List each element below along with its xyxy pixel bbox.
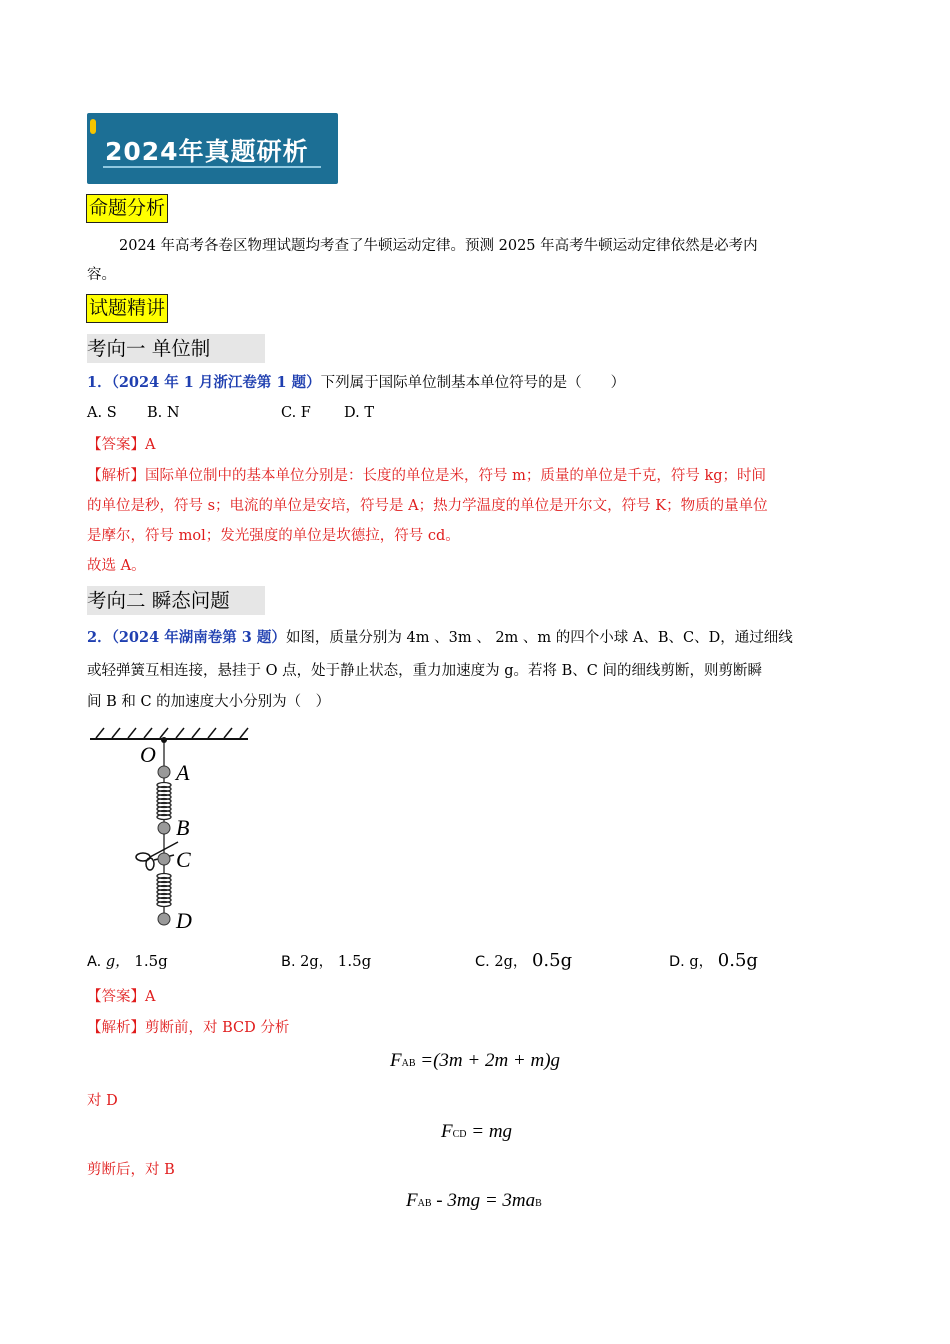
label-d: D bbox=[176, 908, 192, 933]
analysis-para-line2: 容。 bbox=[87, 267, 116, 283]
eq-rhs: =(3m + 2m + m)g bbox=[415, 1050, 561, 1071]
q1-conclusion: 故选 A。 bbox=[87, 558, 146, 574]
option-value-1: g， bbox=[689, 954, 714, 970]
q1-analysis-line3: 是摩尔，符号 mol；发光强度的单位是坎德拉，符号 cd。 bbox=[87, 528, 460, 544]
q2-option-b bbox=[281, 950, 371, 971]
question-number: 2． bbox=[87, 629, 112, 646]
equation-3 bbox=[406, 1190, 542, 1212]
label-b: B bbox=[176, 815, 190, 840]
question-text: 下列属于国际单位制基本单位符号的是（ ） bbox=[320, 375, 626, 391]
option-value-1: g， bbox=[105, 954, 130, 970]
option-letter: A. bbox=[87, 954, 102, 970]
question-2-stem-line3: 间 B 和 C 的加速度大小分别为（ ） bbox=[87, 694, 331, 710]
question-1-stem bbox=[87, 368, 625, 398]
ball-c bbox=[158, 853, 170, 865]
spring-cd bbox=[157, 865, 171, 914]
eq-subscript: AB bbox=[417, 1198, 432, 1209]
banner-title: 2024年真题研析 bbox=[105, 137, 309, 166]
option-value-2: 0.5g bbox=[717, 950, 758, 971]
option-letter: B. bbox=[281, 954, 296, 970]
option-value-2: 1.5g bbox=[134, 952, 168, 970]
q1-option-d: D. T bbox=[344, 405, 374, 421]
eq-subscript: CD bbox=[452, 1129, 467, 1140]
q2-option-a bbox=[87, 950, 168, 971]
question-source: （2024 年 1 月浙江卷第 1 题） bbox=[111, 374, 321, 391]
eq-subscript-2: B bbox=[535, 1198, 542, 1209]
option-value-1: 2g， bbox=[494, 954, 528, 970]
q1-answer: 【答案】A bbox=[87, 437, 156, 453]
question-text: 如图，质量分别为 4m 、3m 、 2m 、m 的四个小球 A、B、C、D，通过细线 bbox=[285, 630, 793, 646]
q2-answer: 【答案】A bbox=[87, 989, 156, 1005]
ball-b bbox=[158, 822, 170, 834]
label-c: C bbox=[176, 847, 191, 872]
option-value-2: 1.5g bbox=[337, 952, 372, 970]
eq-rhs: - 3mg = 3ma bbox=[431, 1190, 536, 1211]
label-proposition-analysis: 命题分析 bbox=[86, 194, 168, 223]
label-a: A bbox=[176, 760, 190, 785]
ball-a bbox=[158, 766, 170, 778]
after-cut-label: 剪断后，对 B bbox=[87, 1162, 175, 1178]
q2-analysis-intro: 【解析】剪断前，对 BCD 分析 bbox=[87, 1020, 290, 1036]
question-source: （2024 年湖南卷第 3 题） bbox=[111, 629, 286, 646]
equation-1 bbox=[390, 1050, 560, 1072]
banner-accent bbox=[90, 119, 96, 134]
question-number: 1． bbox=[87, 374, 112, 391]
eq-lhs: F bbox=[390, 1050, 402, 1071]
eq-subscript: AB bbox=[401, 1058, 416, 1069]
q1-analysis-line2: 的单位是秒，符号 s；电流的单位是安培，符号是 A；热力学温度的单位是开尔文，符号 K；物质的量单位 bbox=[87, 498, 768, 514]
analysis-para-line1: 2024 年高考各卷区物理试题均考查了牛顿运动定律。预测 2025 年高考牛顿运动定律依然是必考内 bbox=[119, 238, 758, 254]
eq-rhs: = mg bbox=[466, 1121, 513, 1142]
q2-option-c bbox=[475, 950, 572, 971]
topic-heading-transient: 考向二 瞬态问题 bbox=[87, 586, 265, 615]
eq-lhs: F bbox=[406, 1190, 418, 1211]
spring-ab bbox=[157, 778, 171, 823]
option-letter: D. bbox=[669, 954, 685, 970]
eq-lhs: F bbox=[441, 1121, 453, 1142]
q2-option-d bbox=[669, 950, 758, 971]
option-value-2: 0.5g bbox=[531, 950, 573, 971]
option-letter: C. bbox=[475, 954, 490, 970]
ball-d bbox=[158, 913, 170, 925]
question-2-stem-line2: 或轻弹簧互相连接，悬挂于 O 点，处于静止状态，重力加速度为 g。若将 B、C 间的细线剪断，则剪断瞬 bbox=[87, 663, 762, 679]
question-2-stem-line1 bbox=[87, 623, 793, 653]
option-value-1: 2g， bbox=[300, 954, 334, 970]
scissors-icon bbox=[136, 842, 178, 870]
label-question-explanation: 试题精讲 bbox=[86, 294, 168, 323]
q1-analysis-line1: 【解析】国际单位制中的基本单位分别是：长度的单位是米，符号 m；质量的单位是千克，符号 kg；时间 bbox=[87, 468, 767, 484]
label-o: O bbox=[140, 742, 156, 767]
equation-2 bbox=[441, 1121, 512, 1143]
for-d-label: 对 D bbox=[87, 1093, 118, 1109]
section-banner bbox=[87, 113, 338, 184]
ceiling bbox=[90, 728, 248, 739]
spring-ball-figure bbox=[88, 724, 258, 934]
topic-heading-units: 考向一 单位制 bbox=[87, 334, 265, 363]
q1-option-b: B. N bbox=[147, 405, 180, 421]
banner-underline bbox=[103, 166, 321, 168]
q1-option-a: A. S bbox=[87, 405, 117, 421]
q1-option-c: C. F bbox=[281, 405, 311, 421]
